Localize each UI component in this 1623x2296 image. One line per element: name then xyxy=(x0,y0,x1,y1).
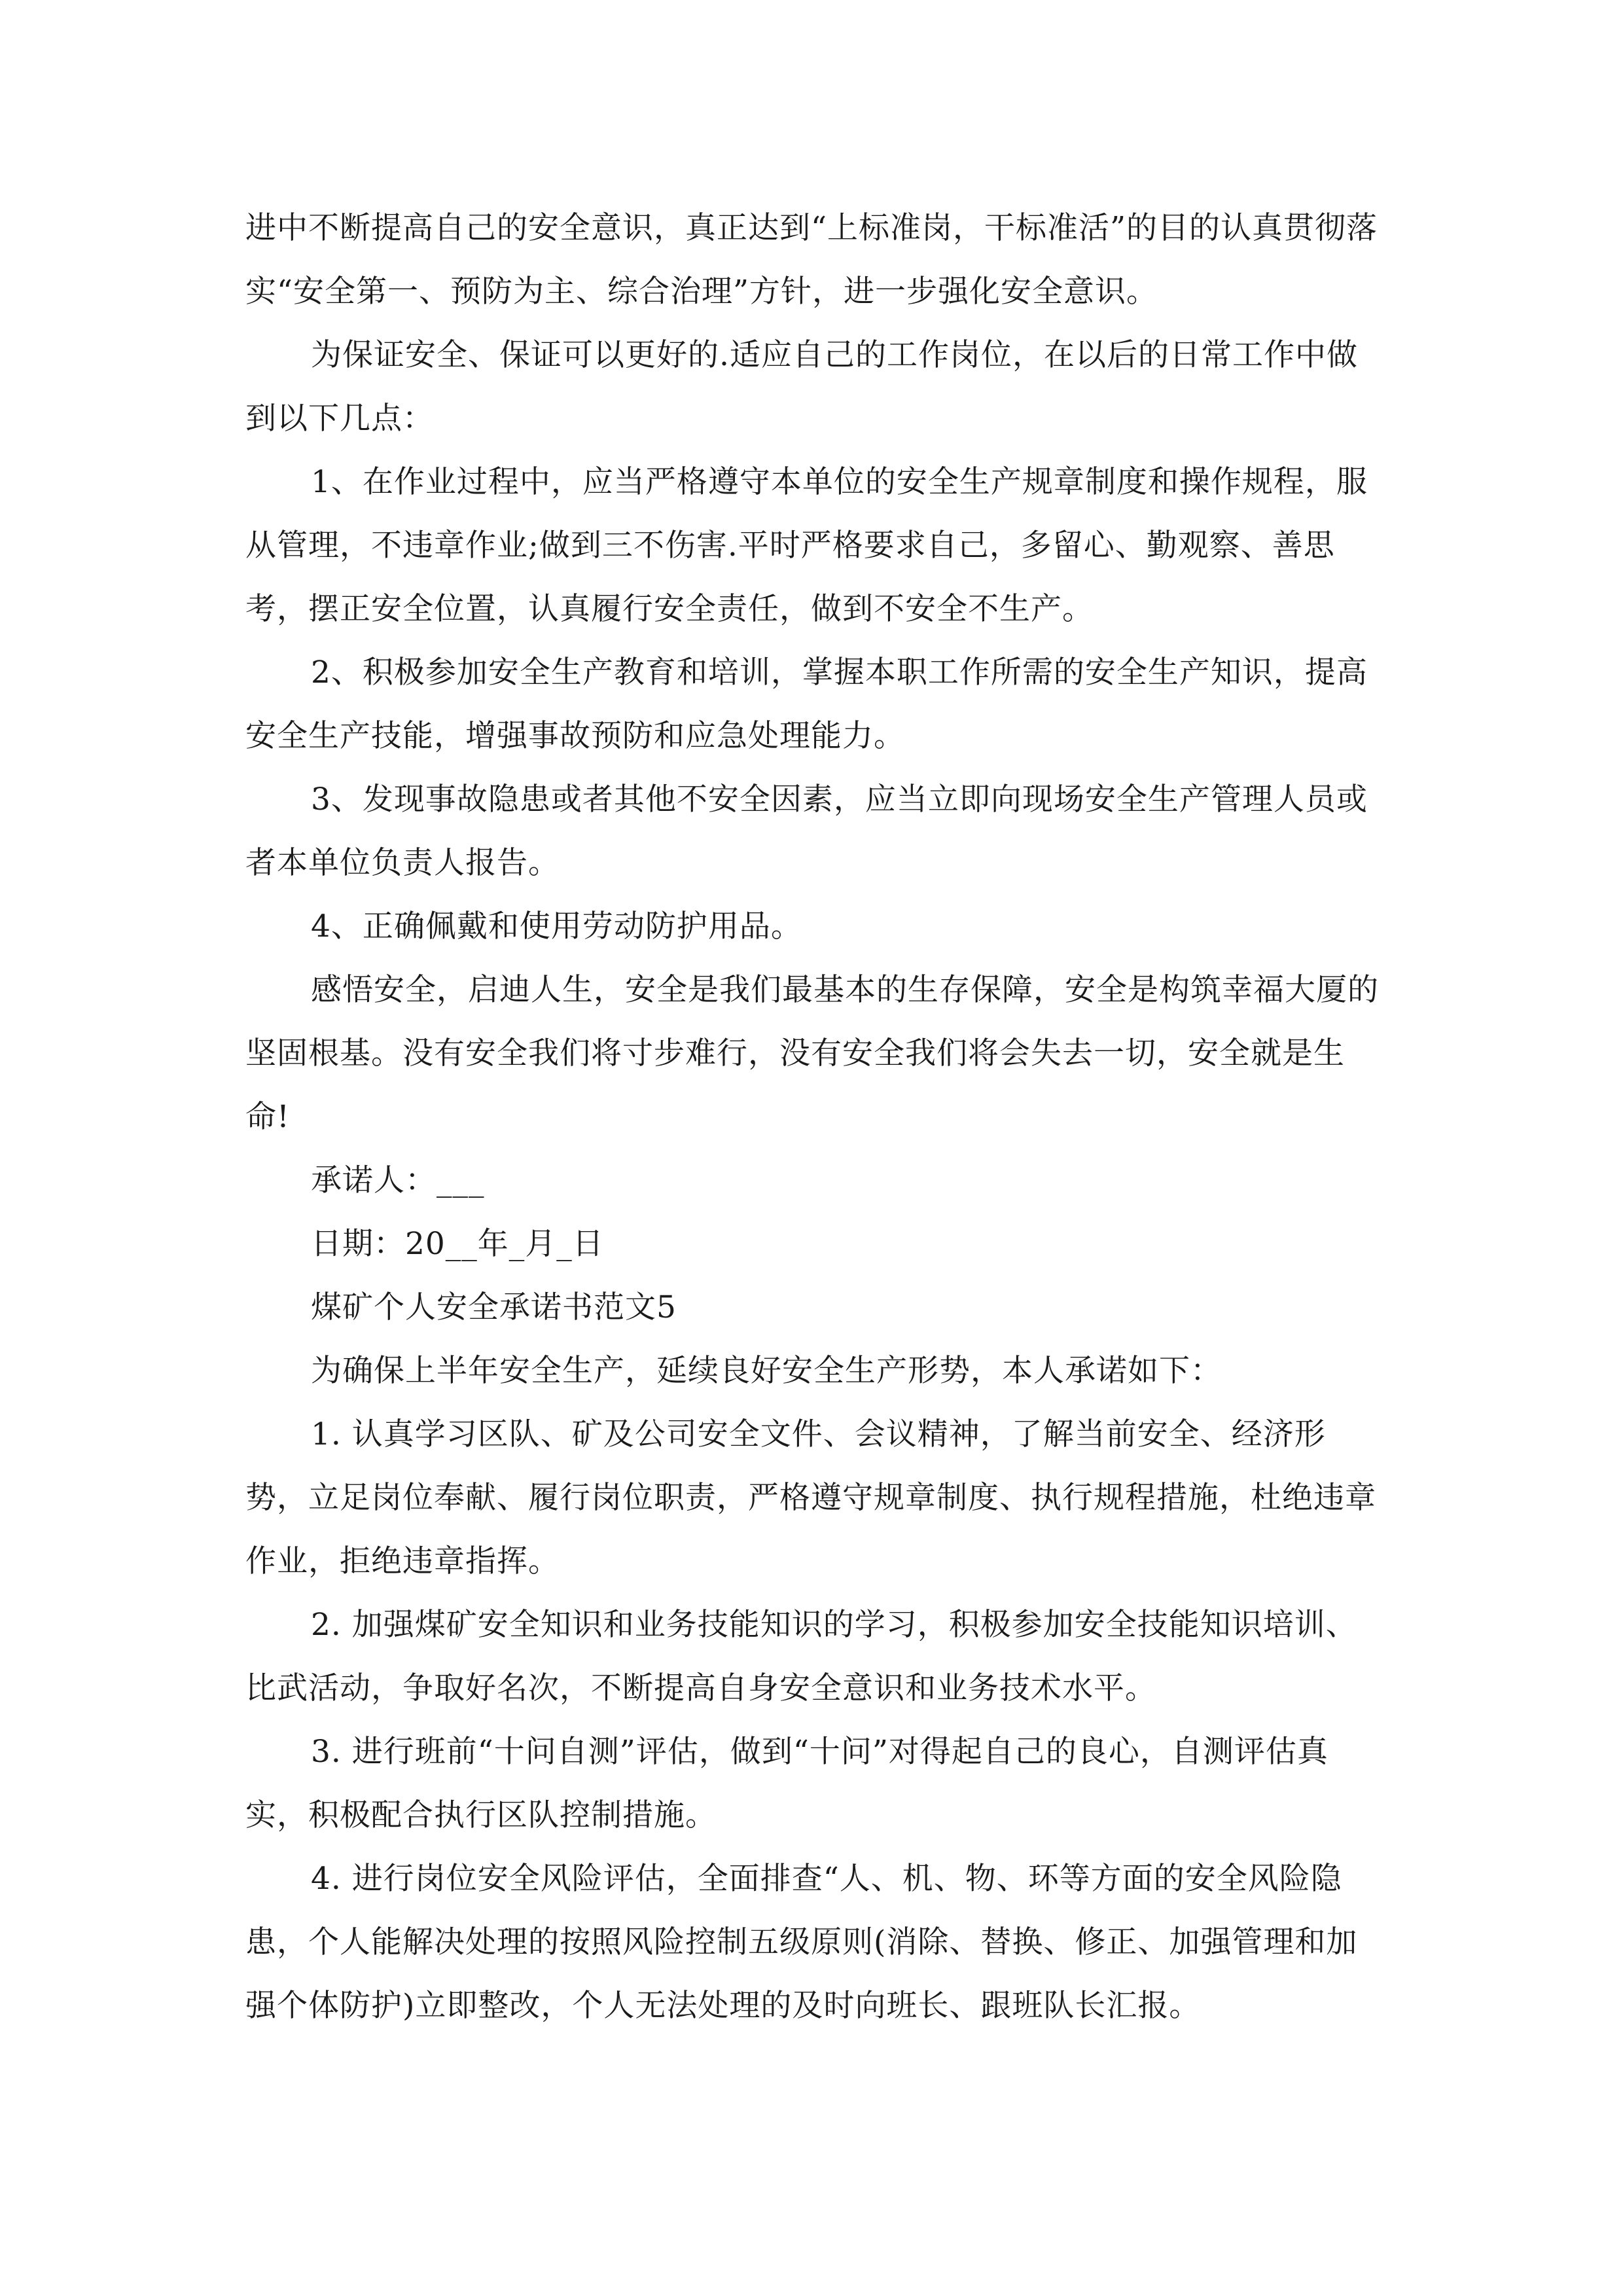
list-item: 1、在作业过程中，应当严格遵守本单位的安全生产规章制度和操作规程，服从管理，不违章作业;做到三不伤害.平时严格要求自己，多留心、勤观察、善思考，摆正安全位置，认真履行安全责任，做到不安全不生产。 xyxy=(245,464,1368,627)
paragraph-intro: 为确保上半年安全生产，延续良好安全生产形势，本人承诺如下： xyxy=(311,1353,1222,1389)
list-item: 3、发现事故隐患或者其他不安全因素，应当立即向现场安全生产管理人员或者本单位负责人报告。 xyxy=(245,781,1368,881)
section-heading: 煤矿个人安全承诺书范文5 xyxy=(311,1289,677,1325)
document-body xyxy=(245,196,1381,2037)
list-item: 3. 进行班前“十问自测”评估，做到“十问”对得起自己的良心，自测评估真实，积极配合执行区队控制措施。 xyxy=(245,1734,1329,1833)
list-item: 2、积极参加安全生产教育和培训，掌握本职工作所需的安全生产知识，提高安全生产技能，增强事故预防和应急处理能力。 xyxy=(245,655,1368,754)
list-item: 1. 认真学习区队、矿及公司安全文件、会议精神，了解当前安全、经济形势，立足岗位奉献、履行岗位职责，严格遵守规章制度、执行规程措施，杜绝违章作业，拒绝违章指挥。 xyxy=(245,1416,1376,1579)
paragraph-continuation: 进中不断提高自己的安全意识，真正达到“上标准岗，干标准活”的目的认真贯彻落实“安全第一、预防为主、综合治理”方针，进一步强化安全意识。 xyxy=(245,210,1378,310)
signature-line: 承诺人：___ xyxy=(311,1162,485,1198)
list-item: 2. 加强煤矿安全知识和业务技能知识的学习，积极参加安全技能知识培训、比武活动，争取好名次，不断提高自身安全意识和业务技术水平。 xyxy=(245,1607,1357,1706)
date-line: 日期：20__年_月_日 xyxy=(311,1226,604,1262)
paragraph-conclusion: 感悟安全，启迪人生，安全是我们最基本的生存保障，安全是构筑幸福大厦的坚固根基。没有安全我们将寸步难行，没有安全我们将会失去一切，安全就是生命! xyxy=(245,972,1379,1135)
list-item: 4、正确佩戴和使用劳动防护用品。 xyxy=(311,908,802,944)
list-item: 4. 进行岗位安全风险评估，全面排查“人、机、物、环等方面的安全风险隐患，个人能解决处理的按照风险控制五级原则(消除、替换、修正、加强管理和加强个体防护)立即整改，个人无法处理的及时向班长、跟班队长汇报。 xyxy=(245,1861,1358,2024)
paragraph-intro: 为保证安全、保证可以更好的.适应自己的工作岗位，在以后的日常工作中做到以下几点： xyxy=(245,337,1358,437)
